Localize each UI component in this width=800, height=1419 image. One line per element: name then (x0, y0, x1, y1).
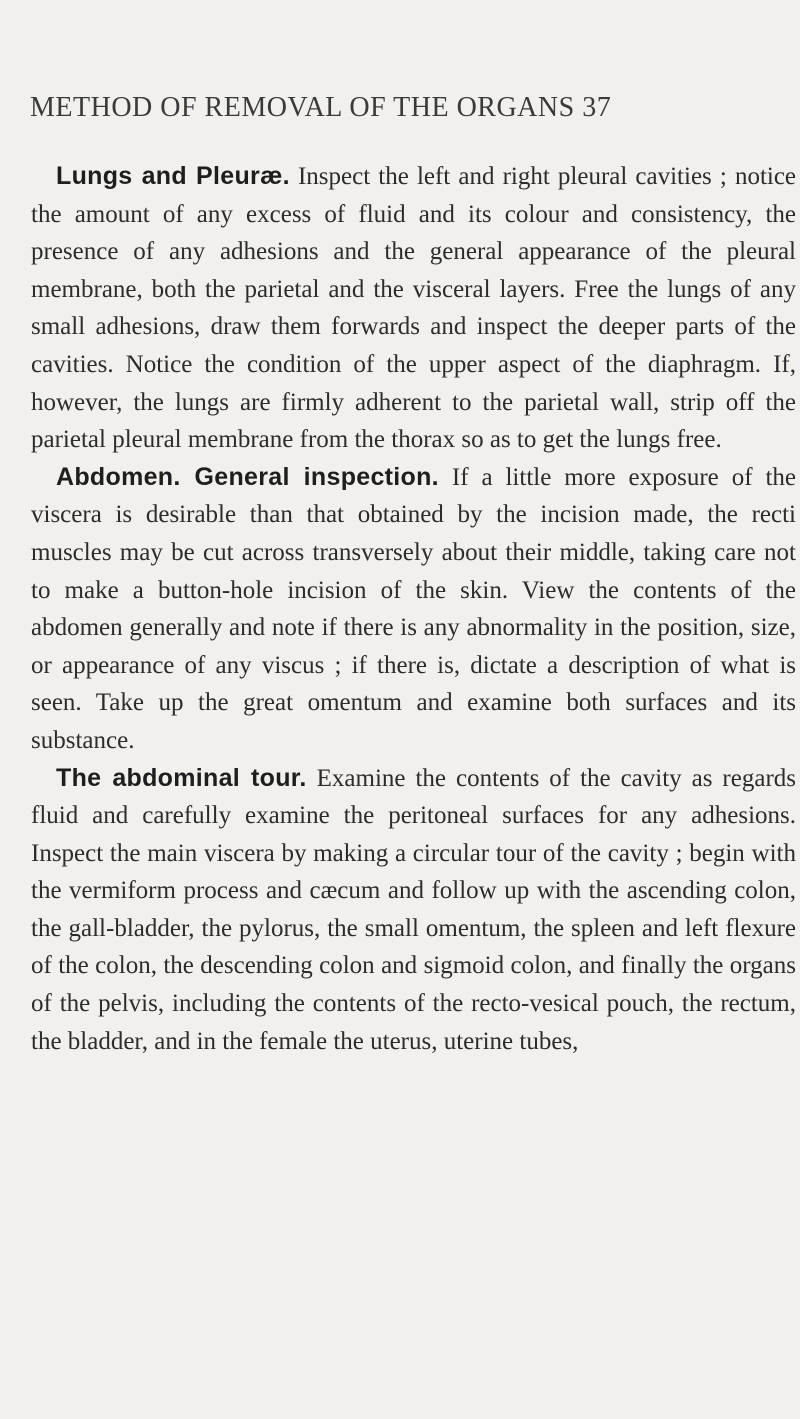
running-head: METHOD OF REMOVAL OF THE ORGANS 37 (30, 92, 612, 123)
paragraph-lungs-and-pleurae (31, 158, 796, 459)
body-text (31, 158, 796, 1060)
section-heading-abdominal-tour: The abdominal tour. (56, 763, 307, 792)
paragraph-text: Examine the contents of the cavity as regards fluid and carefully examine the peritoneal surfaces for any adhesions. Inspect the main viscera by making a circular tour of the cavity ; begin with the vermiform process and cæcum and follow up with the ascending colon, the gall-bladder, the pylorus, the small omentum, the spleen and left flexure of the colon, the descending colon and sigmoid colon, and finally the organs of the pelvis, including the contents of the recto-vesical pouch, the rectum, the bladder, and in the female the uterus, uterine tubes, (31, 764, 797, 1055)
section-heading-lungs-and-pleurae: Lungs and Pleuræ. (56, 162, 290, 190)
section-heading-abdomen-general-inspection: Abdomen. General inspection. (56, 462, 439, 491)
paragraph-abdomen-general-inspection (31, 459, 796, 760)
paragraph-text: Inspect the left and right pleural cavities ; notice the amount of any excess of fluid and its colour and consistency, the presence of any adhesions and the general appearance of the pleural membrane, both the parietal and the visceral layers. Free the lungs of any small adhesions, draw them forwards and inspect the deeper parts of the cavities. Notice the condition of the upper aspect of the diaphragm. If, however, the lungs are firmly adherent to the parietal wall, strip off the parietal pleural membrane from the thorax so as to get the lungs free. (31, 163, 797, 454)
paragraph-text: If a little more exposure of the viscera is desirable than that obtained by the incision made, the recti muscles may be cut across transversely about their middle, taking care not to make a button-hole incision of the skin. View the contents of the abdomen generally and note if there is any abnormality in the position, size, or appearance of any viscus ; if there is, dictate a description of what is seen. Take up the great omentum and examine both surfaces and its substance. (31, 463, 797, 754)
paragraph-abdominal-tour (31, 760, 796, 1061)
